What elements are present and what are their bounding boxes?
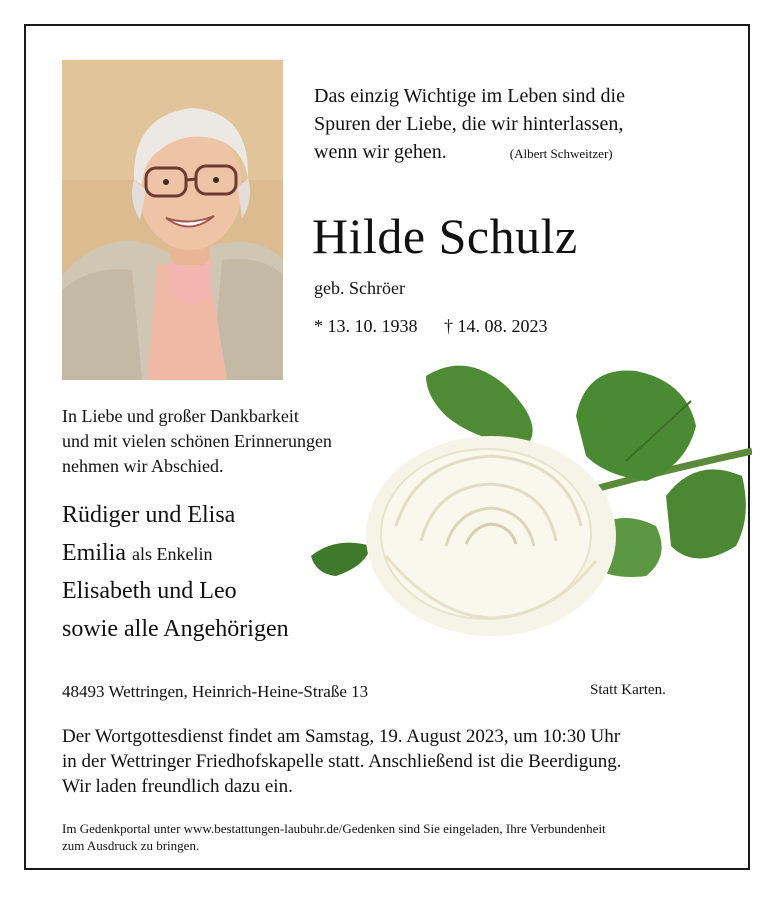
- life-dates: [314, 316, 548, 337]
- quote-author: (Albert Schweitzer): [509, 146, 613, 161]
- quote-line: Spuren der Liebe, die wir hinterlassen,: [314, 113, 624, 135]
- portrait-photo: [62, 60, 283, 380]
- mourner-line: sowie alle Angehörigen: [62, 616, 289, 642]
- farewell-line: In Liebe und großer Dankbarkeit: [62, 406, 299, 426]
- quote: [314, 82, 734, 168]
- deceased-name: Hilde Schulz: [312, 208, 578, 264]
- quote-line: Das einzig Wichtige im Leben sind die: [314, 85, 625, 107]
- memorial-portal-note: [62, 820, 742, 854]
- quote-line: wenn wir gehen.: [314, 141, 447, 163]
- service-line: in der Wettringer Friedhofskapelle statt. Anschließend ist die Beerdigung.: [62, 751, 622, 772]
- mourner-line: Rüdiger und Elisa: [62, 502, 236, 528]
- mourner-line: [62, 538, 362, 569]
- portal-line: Im Gedenkportal unter www.bestattungen-laubuhr.de/Gedenken sind Sie eingeladen, Ihre Verbundenheit: [62, 821, 606, 836]
- address: 48493 Wettringen, Heinrich-Heine-Straße 13: [62, 682, 369, 701]
- service-info: [62, 724, 722, 799]
- statt-karten: Statt Karten.: [590, 682, 666, 698]
- farewell-line: und mit vielen schönen Erinnerungen: [62, 431, 332, 451]
- death-date: † 14. 08. 2023: [444, 316, 548, 336]
- obituary-card: [24, 24, 750, 870]
- farewell-text: [62, 404, 422, 479]
- mourner-name: Emilia: [62, 540, 126, 566]
- birth-date: * 13. 10. 1938: [314, 316, 418, 336]
- portal-line: zum Ausdruck zu bringen.: [62, 838, 200, 853]
- mourner-role: als Enkelin: [131, 544, 213, 564]
- mourner-line: Elisabeth und Leo: [62, 578, 237, 604]
- maiden-name: geb. Schröer: [314, 278, 405, 298]
- farewell-line: nehmen wir Abschied.: [62, 456, 224, 476]
- service-line: Wir laden freundlich dazu ein.: [62, 776, 293, 797]
- service-line: Der Wortgottesdienst findet am Samstag, 19. August 2023, um 10:30 Uhr: [62, 726, 621, 747]
